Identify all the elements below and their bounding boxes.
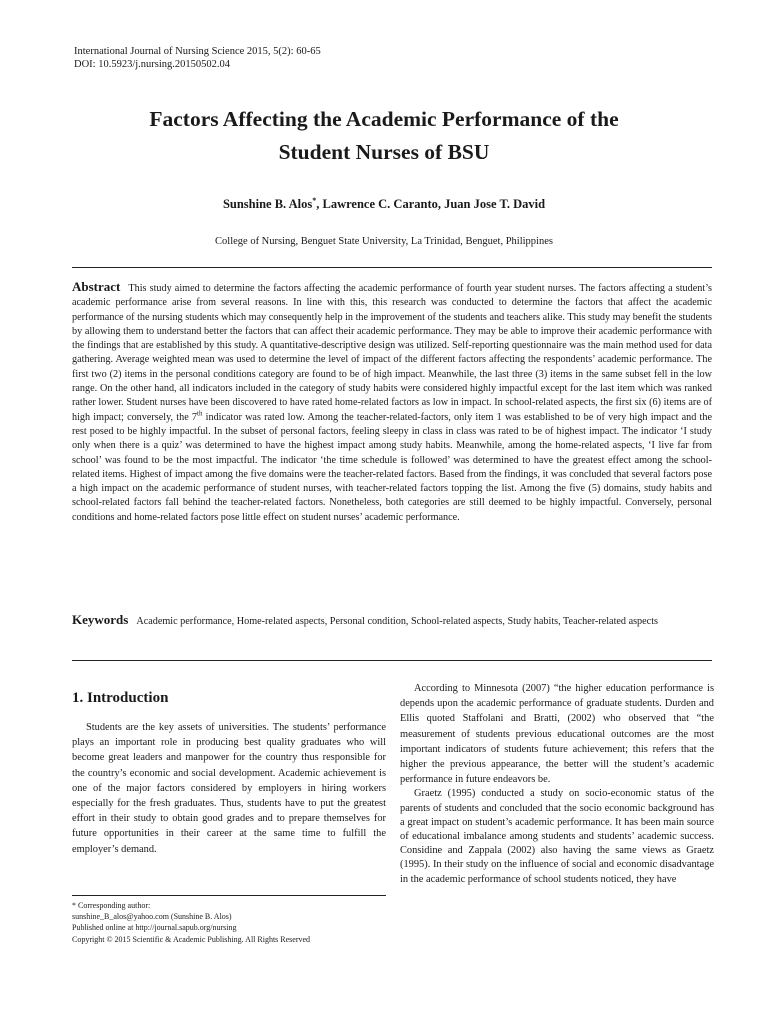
divider-top	[72, 267, 712, 268]
left-column	[72, 690, 386, 857]
title-line-1: Factors Affecting the Academic Performance of the	[149, 107, 619, 131]
footnote-copyright: Copyright © 2015 Scientific & Academic Publishing. All Rights Reserved	[72, 934, 311, 944]
affiliation: College of Nursing, Benguet State University, La Trinidad, Benguet, Philippines	[215, 236, 553, 247]
paper-title	[60, 103, 708, 169]
footnotes	[72, 900, 392, 945]
author-first: Sunshine B. Alos	[222, 197, 313, 212]
footnote-published: Published online at http://journal.sapub.org/nursing	[72, 923, 237, 933]
journal-citation: International Journal of Nursing Science 2015, 5(2): 60-65	[74, 46, 321, 57]
intro-paragraph-3: Graetz (1995) conducted a study on socio-economic status of the parents of students and concluded that the socio economic background has a great impact on student’s academic performance. It has been main source of educational imbalance among students and students’ academic success. Considine and Zappala (2002) also having the same views as Graetz (1995). In their study on the influence of social and economic disadvantage in the academic performance of school students noticed, they have	[400, 788, 714, 885]
abstract-heading: Abstract	[72, 279, 121, 294]
footnote-divider	[72, 895, 386, 896]
title-line-2: Student Nurses of BSU	[278, 140, 490, 164]
divider-bottom	[72, 660, 712, 661]
author-others: , Lawrence C. Caranto, Juan Jose T. David	[316, 197, 546, 212]
corresponding-mark: *	[312, 196, 317, 205]
journal-header	[74, 45, 321, 71]
abstract-superscript: th	[197, 409, 203, 418]
footnote-corresponding: * Corresponding author:	[72, 901, 151, 910]
keywords-block	[72, 613, 712, 629]
keywords-text: Academic performance, Home-related aspects, Personal condition, School-related aspects, Study habits, Teacher-related aspects	[136, 616, 658, 627]
abstract-text-part1: This study aimed to determine the factors affecting the academic performance of fourth year student nurses. The factors affecting a student’s academic performance arise from several reasons. In line with this, this research was conducted to determine the factors that affect the academic performance of the nursing students which may consequently help in the improvement of the students and teachers alike. This study may benefit the students by allowing them to understand better the factors that can affect their academic performance. They may be able to improve their academic performance with the findings that are established by this study. A quantitative-descriptive design was utilized. Self-reporting questionnaire was the main method used for data gathering. Average weighted mean was used to determine the level of impact of the different factors affecting the respondents’ academic performance. The first two (2) items in the personal conditions category are found to be of high impact. Meanwhile, the last three (3) items in the same subset fell in the low range. On the other hand, all indicators included in the category of study habits were considered highly impactful except for the last item which was ranked rather lower. Student nurses have been discovered to have rated home-related factors as low in impact. In school-related aspects, the first six (6) items are of high impact; conversely, the 7	[72, 283, 712, 423]
keywords-heading: Keywords	[72, 612, 129, 627]
abstract-text-part2: indicator was rated low. Among the teacher-related-factors, only item 1 was established to be of very high impact and the rest posed to be highly impactful. In the subset of personal factors, feeling sleepy in class in class was rated to be of highest impact. The indicator ‘I study only when there is a quiz’ was determined to have the highest impact among study habits. Meanwhile, among the home-related aspects, ‘I live far from school’ was found to be the most impactful. The indicator ‘the time schedule is followed’ was determined to have the greatest effect among the school-related items. Highest of impact among the five domains were the teacher-related factors. Based from the findings, it was concluded that several factors pose a high impact on the academic performance of student nurses, with teacher-related factors topping the list. Among the five (5) domains, study habits and school-related factors fall behind the teacher-related factors. Nonetheless, both categories are still deemed to be highly impactful. Conversely, personal conditions and home-related factors pose little effect on student nurses’ academic performance.	[72, 411, 712, 523]
section-heading-introduction: 1. Introduction	[72, 690, 169, 706]
intro-paragraph-2: According to Minnesota (2007) “the higher education performance is depends upon the academic performance of graduate students. Durden and Ellis quoted Staffolani and Bratti, (2002) who observed that “the measurement of students previous educational outcomes are the most important indicators of students future achievement; this refers that the higher the previous appearance, the better will the student’s academic performance in future endeavors be.	[400, 683, 714, 786]
doi-line: DOI: 10.5923/j.nursing.20150502.04	[74, 59, 231, 70]
right-column	[400, 681, 714, 887]
abstract-block	[72, 280, 712, 525]
author-list	[60, 196, 708, 212]
intro-paragraph-1: Students are the key assets of universities. The students’ performance plays an important role in producing best quality graduates who will become great leaders and manpower for the country thus responsible for the country’s economic and social development. Academic achievement is one of the major factors considered by employers in hiring workers especially for the fresh graduates. Thus, students have to put the greatest effort in their study to obtain good grades and to prepare themselves for future opportunities in their career at the same time to fulfill the employer’s demand.	[72, 722, 386, 855]
footnote-email: sunshine_B_alos@yahoo.com (Sunshine B. Alos)	[72, 912, 232, 922]
